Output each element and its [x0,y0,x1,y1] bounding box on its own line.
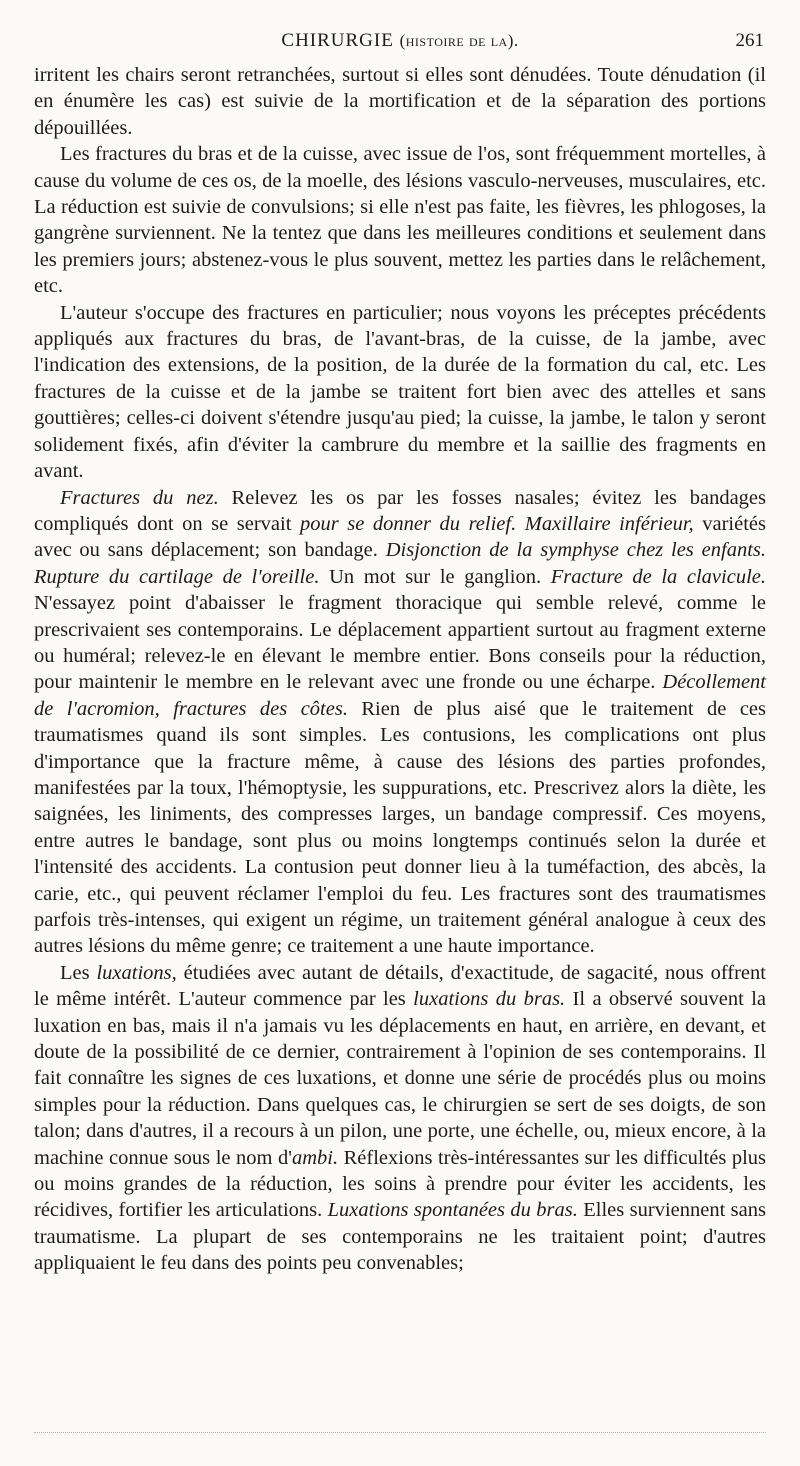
italic-segment: ambi. [291,1146,339,1169]
italic-segment: Fractures du nez. [60,486,219,509]
text-segment: L'auteur s'occupe des fractures en particulier; nous voyons les préceptes précédents appliqués aux fractures du bras, de l'avant-bras, de la cuisse, de la jambe, avec l'indication des extensions, de la position, de la durée de la formation du cal, etc. Les fractures de la cuisse et de la jambe se traitent fort bien avec des attelles et sans gouttières; celles-ci doivent s'étendre jusqu'au pied; la cuisse, la jambe, le talon y seront solidement fixés, afin d'éviter la cambrure du membre et la saillie des fragments en avant. [34,301,766,483]
italic-segment: Luxations spontanées du bras. [327,1199,578,1222]
text-segment: Relevez les os par les fosses nasales; évitez les bandages compliqués dont on se servait [34,486,767,535]
footer-dotted-rule [34,1432,766,1433]
italic-segment: Disjonction de la symphyse chez les enfants. Rupture du cartilage de l'oreille. [34,539,766,588]
text-segment: Réflexions très-intéressantes sur les difficultés plus ou moins grandes de la réduction, les soins à prendre pour éviter les accidents, les récidives, fortifier les articulations. [34,1146,766,1222]
italic-segment: Décollement de l'acromion, fractures des côtes. [34,671,766,720]
text-segment: irritent les chairs seront retranchées, surtout si elles sont dénudées. Toute dénudation (il en énumère les cas) est suivie de la mortification et de la séparation des portions dépouillées. [34,64,766,139]
paragraph [34,300,766,485]
italic-segment: luxations du bras. [413,988,566,1011]
running-title [34,30,766,52]
text-segment: Il a observé souvent la luxation en bas, mais il n'a jamais vu les déplacements en haut, en arrière, en devant, et doute de la possibilité de ce dernier, contrairement à l'opinion de ses contemporains. Il fait connaître les signes de ces luxations, et donne une série de procédés plus ou moins simples pour la réduction. Dans quelques cas, le chirurgien se sert de ses doigts, de son talon; dans d'autres, il a recours à un pilon, une porte, une échelle, ou, mieux encore, à la machine connue sous le nom d' [34,988,766,1169]
text-segment: étudiées avec autant de détails, d'exactitude, de sagacité, nous offrent le même intérêt. L'auteur commence par les [34,961,766,1011]
italic-segment: pour se donner du relief. Maxillaire inférieur, [299,512,694,535]
text-segment: Elles surviennent sans traumatisme. La plupart de ses contemporains ne les traitaient point; d'autres appliquaient le feu dans des points peu convenables; [34,1199,766,1275]
text-segment: Rien de plus aisé que le traitement de ces traumatismes quand ils sont simples. Les contusions, les complications ont plus d'importance que la fracture même, à cause des lésions des parties profondes, manifestées par la toux, l'hémoptysie, les suppurations, etc. Prescrivez alors la diète, les saignées, les liniments, des compresses larges, un bandage compressif. Ces moyens, entre autres le bandage, sont plus ou moins longtemps continués selon la durée et l'intensité des accidents. La contusion peut donner lieu à la tuméfaction, des abcès, la carie, etc., qui peuvent réclamer l'emploi du feu. Les fractures sont des traumatismes parfois très-intenses, qui exigent un régime, un traitement général analogue à ceux des autres lésions du même genre; ce traitement a une haute importance. [34,697,766,958]
text-segment: Les fractures du bras et de la cuisse, avec issue de l'os, sont fréquemment mortelles, à cause du volume de ces os, de la moelle, des lésions vasculo-nerveuses, musculaires, etc. La réduction est suivie de convulsions; si elle n'est pas faite, les fièvres, les phlogoses, la gangrène surviennent. Ne la tentez que dans les meilleures conditions et seulement dans les premiers jours; abstenez-vous le plus souvent, mettez les parties dans le relâchement, etc. [34,143,766,298]
running-header [34,26,766,56]
paragraph [34,62,766,141]
text-segment: variétés avec ou sans déplacement; son bandage. [34,512,766,562]
italic-segment: luxations, [96,961,177,984]
page-number: 261 [735,30,764,51]
header-title: CHIRURGIE [281,30,394,51]
text-segment: Un mot sur le ganglion. [319,565,551,588]
header-subtitle: (histoire de la). [399,31,519,50]
paragraph [34,960,766,1277]
text-segment: N'essayez point d'abaisser le fragment thoracique qui semble relevé, comme le prescrivaient ses contemporains. Le déplacement appartient surtout au fragment externe ou huméral; relevez-le en élevant le membre entier. Bons conseils pour la réduction, pour maintenir le membre en le relevant avec une fronde ou une écharpe. [34,592,766,694]
text-segment: Les [60,961,97,984]
paragraph [34,485,766,960]
italic-segment: Fracture de la clavicule. [550,565,766,588]
body-text [34,62,766,1277]
paragraph [34,141,766,299]
